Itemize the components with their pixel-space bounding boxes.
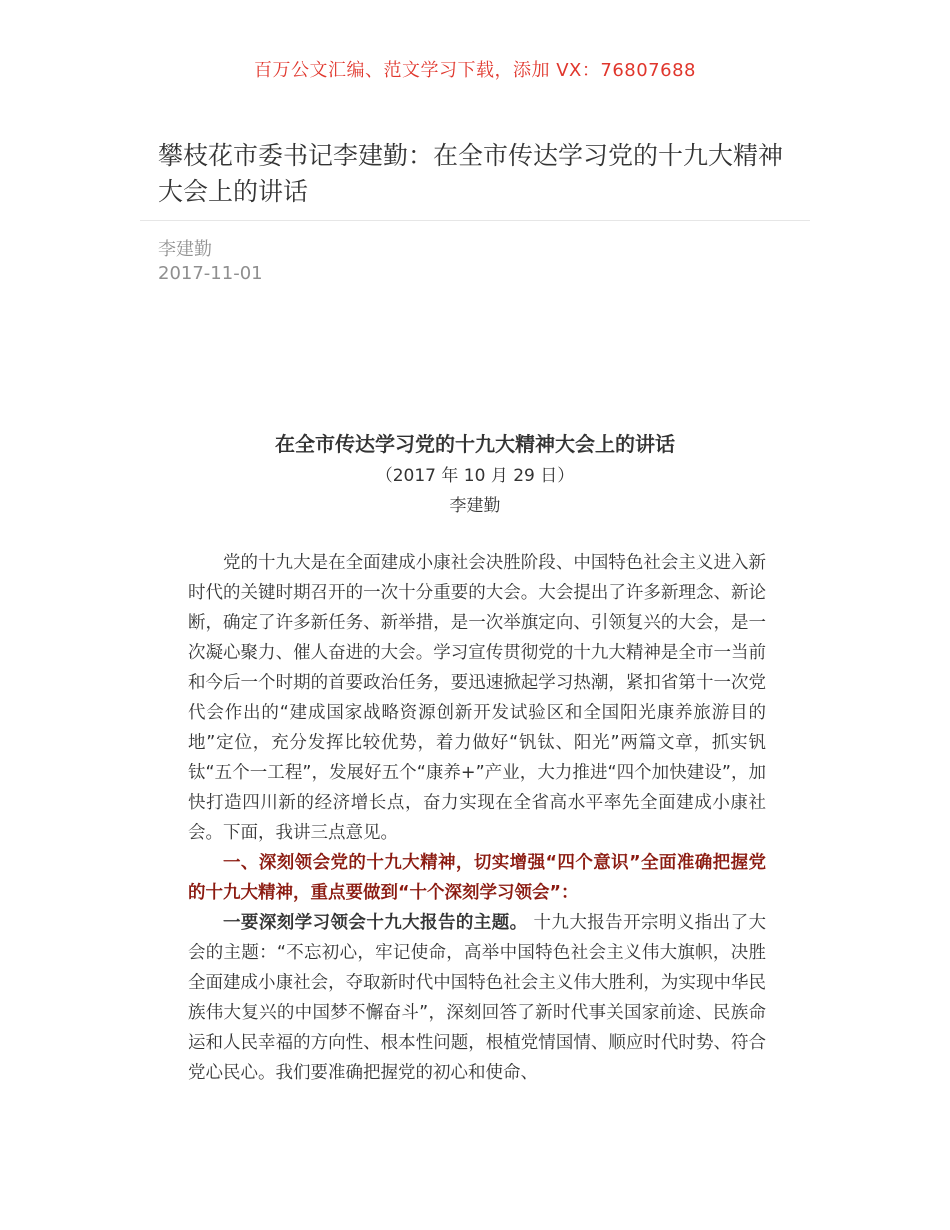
speech-date: （2017 年 10 月 29 日） bbox=[375, 466, 575, 486]
section-heading-1: 一、深刻领会党的十九大精神，切实增强“四个意识”全面准确把握党的十九大精神，重点要做到“十个深刻学习领会”： bbox=[188, 853, 766, 903]
point-1-lead: 一要深刻学习领会十九大报告的主题。 bbox=[223, 913, 528, 933]
speech-body bbox=[188, 548, 766, 1088]
point-1-text: 十九大报告开宗明义指出了大会的主题：“不忘初心，牢记使命，高举中国特色社会主义伟大旗帜，决胜全面建成小康社会，夺取新时代中国特色社会主义伟大胜利，为实现中华民族伟大复兴的中国梦不懈奋斗”，深刻回答了新时代事关国家前途、民族命运和人民幸福的方向性、根本性问题，根植党情国情、顺应时代时势、符合党心民心。我们要准确把握党的初心和使命、 bbox=[188, 913, 766, 1083]
speech-author: 李建勤 bbox=[449, 496, 501, 516]
speech-title: 在全市传达学习党的十九大精神大会上的讲话 bbox=[275, 432, 675, 456]
point-paragraph-1 bbox=[188, 908, 766, 1088]
article-title: 攀枝花市委书记李建勤：在全市传达学习党的十九大精神大会上的讲话 bbox=[158, 141, 784, 206]
title-divider bbox=[140, 220, 810, 221]
article-date: 2017-11-01 bbox=[158, 263, 263, 284]
article-author: 李建勤 bbox=[158, 239, 212, 260]
article-meta bbox=[158, 238, 263, 286]
intro-paragraph: 党的十九大是在全面建成小康社会决胜阶段、中国特色社会主义进入新时代的关键时期召开的一次十分重要的大会。大会提出了许多新理念、新论断，确定了许多新任务、新举措，是一次举旗定向、引领复兴的大会，是一次凝心聚力、催人奋进的大会。学习宣传贯彻党的十九大精神是全市一当前和今后一个时期的首要政治任务，要迅速掀起学习热潮，紧扣省第十一次党代会作出的“建成国家战略资源创新开发试验区和全国阳光康养旅游目的地”定位，充分发挥比较优势，着力做好“钒钛、阳光”两篇文章，抓实钒钛“五个一工程”，发展好五个“康养+”产业，大力推进“四个加快建设”，加快打造四川新的经济增长点，奋力实现在全省高水平率先全面建成小康社会。下面，我讲三点意见。 bbox=[188, 553, 766, 843]
promo-banner: 百万公文汇编、范文学习下载，添加 VX：76807688 bbox=[254, 60, 696, 81]
